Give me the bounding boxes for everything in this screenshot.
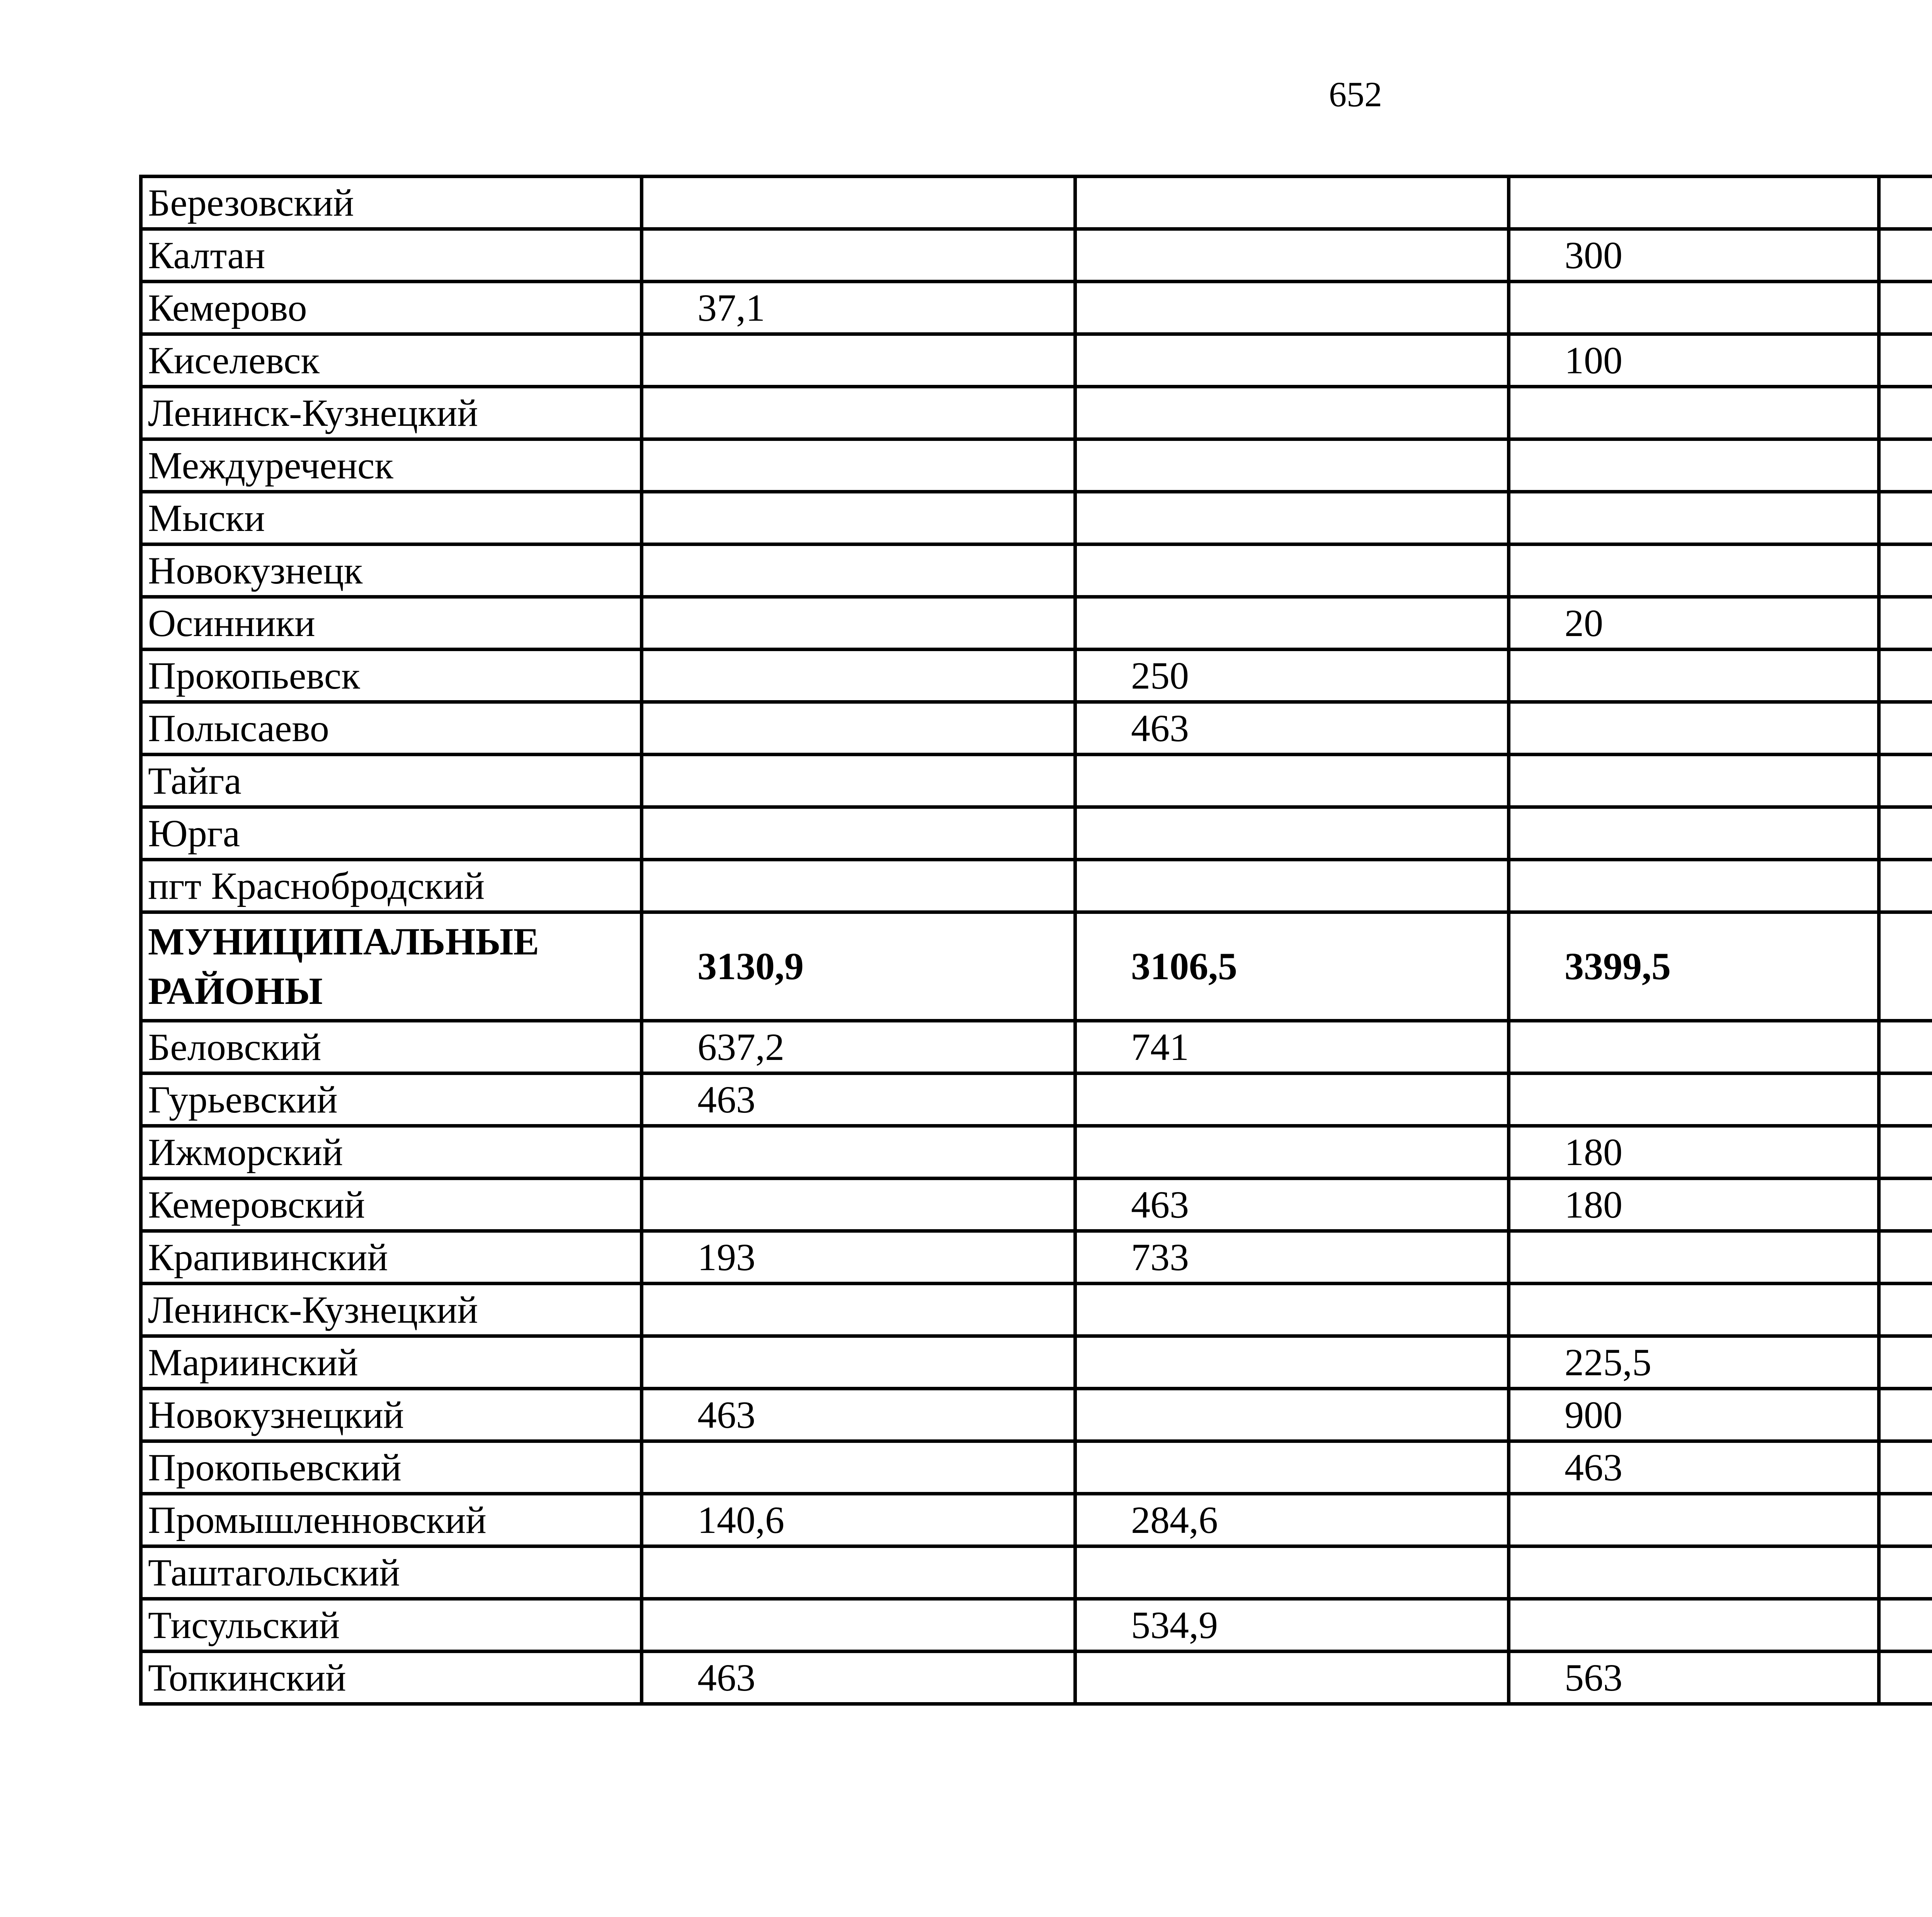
table-row — [141, 702, 1932, 755]
value-cell — [1879, 1494, 1932, 1546]
row-name-cell: Мариинский — [141, 1336, 642, 1389]
value-cell: 100 — [1509, 334, 1879, 387]
table-row — [141, 229, 1932, 282]
row-name-cell: Топкинский — [141, 1652, 642, 1704]
value-cell — [1879, 912, 1932, 1021]
table-row — [141, 1494, 1932, 1546]
value-cell — [642, 1599, 1075, 1652]
value-cell — [1509, 1599, 1879, 1652]
value-cell — [1879, 492, 1932, 544]
value-cell — [1509, 1021, 1879, 1073]
value-cell — [1075, 1336, 1509, 1389]
value-cell — [1509, 1494, 1879, 1546]
value-cell: 900 — [1509, 1389, 1879, 1441]
value-cell — [1879, 387, 1932, 439]
table-row — [141, 1073, 1932, 1126]
value-cell — [1879, 334, 1932, 387]
row-name-cell: Гурьевский — [141, 1073, 642, 1126]
value-cell — [1509, 387, 1879, 439]
value-cell: 193 — [642, 1231, 1075, 1284]
value-cell — [1879, 1179, 1932, 1231]
value-cell: 637,2 — [642, 1021, 1075, 1073]
table-row — [141, 807, 1932, 860]
value-cell — [1075, 387, 1509, 439]
value-cell — [642, 334, 1075, 387]
row-name-cell: Новокузнецкий — [141, 1389, 642, 1441]
value-cell — [642, 650, 1075, 702]
value-cell: 284,6 — [1075, 1494, 1509, 1546]
value-cell — [1509, 650, 1879, 702]
table-row — [141, 439, 1932, 492]
value-cell — [1879, 1073, 1932, 1126]
value-cell: 563 — [1509, 1652, 1879, 1704]
table-row — [141, 1231, 1932, 1284]
value-cell — [1509, 1231, 1879, 1284]
value-cell: 300 — [1509, 229, 1879, 282]
value-cell — [1075, 1546, 1509, 1599]
value-cell — [1075, 1389, 1509, 1441]
value-cell: 3106,5 — [1075, 912, 1509, 1021]
value-cell — [1075, 860, 1509, 912]
value-cell: 463 — [642, 1073, 1075, 1126]
table-row — [141, 334, 1932, 387]
value-cell — [1075, 807, 1509, 860]
value-cell — [1879, 1652, 1932, 1704]
row-name-cell: Осинники — [141, 597, 642, 650]
value-cell — [1879, 702, 1932, 755]
value-cell — [642, 860, 1075, 912]
value-cell — [1879, 807, 1932, 860]
row-name-cell: Калтан — [141, 229, 642, 282]
value-cell — [642, 387, 1075, 439]
table-row — [141, 1389, 1932, 1441]
row-name-cell: Беловский — [141, 1021, 642, 1073]
value-cell — [1509, 282, 1879, 334]
value-cell — [1075, 1652, 1509, 1704]
value-cell — [1879, 1021, 1932, 1073]
value-cell: 463 — [1509, 1441, 1879, 1494]
table-row — [141, 1599, 1932, 1652]
value-cell — [1075, 1073, 1509, 1126]
value-cell — [642, 1336, 1075, 1389]
table-row — [141, 544, 1932, 597]
value-cell: 180 — [1509, 1179, 1879, 1231]
value-cell — [1879, 1546, 1932, 1599]
value-cell — [1879, 1231, 1932, 1284]
value-cell — [1879, 597, 1932, 650]
value-cell — [1075, 177, 1509, 229]
value-cell — [1509, 544, 1879, 597]
value-cell — [1879, 1336, 1932, 1389]
value-cell — [1075, 544, 1509, 597]
table-row — [141, 1021, 1932, 1073]
value-cell: 534,9 — [1075, 1599, 1509, 1652]
table-row — [141, 1546, 1932, 1599]
value-cell: 3399,5 — [1509, 912, 1879, 1021]
value-cell — [1879, 439, 1932, 492]
row-name-cell: пгт Краснобродский — [141, 860, 642, 912]
value-cell — [1879, 755, 1932, 807]
value-cell — [1879, 650, 1932, 702]
value-cell: 250 — [1075, 650, 1509, 702]
value-cell: 733 — [1075, 1231, 1509, 1284]
value-cell — [642, 702, 1075, 755]
row-name-cell: Таштагольский — [141, 1546, 642, 1599]
table-row — [141, 1126, 1932, 1179]
value-cell — [1509, 439, 1879, 492]
row-name-cell: Ижморский — [141, 1126, 642, 1179]
value-cell — [1075, 282, 1509, 334]
table-row — [141, 387, 1932, 439]
value-cell — [642, 544, 1075, 597]
value-cell — [1509, 702, 1879, 755]
value-cell: 463 — [1075, 702, 1509, 755]
data-table — [139, 175, 1932, 1706]
table-row — [141, 492, 1932, 544]
row-name-cell: Ленинск-Кузнецкий — [141, 387, 642, 439]
value-cell — [1879, 1126, 1932, 1179]
value-cell — [642, 177, 1075, 229]
row-name-cell: Прокопьевский — [141, 1441, 642, 1494]
value-cell — [1879, 544, 1932, 597]
value-cell — [1509, 860, 1879, 912]
table-row — [141, 597, 1932, 650]
row-name-cell: Юрга — [141, 807, 642, 860]
value-cell — [1509, 755, 1879, 807]
value-cell: 225,5 — [1509, 1336, 1879, 1389]
value-cell — [1879, 1284, 1932, 1336]
value-cell — [642, 1284, 1075, 1336]
value-cell — [1075, 229, 1509, 282]
value-cell — [642, 755, 1075, 807]
row-name-cell: Крапивинский — [141, 1231, 642, 1284]
value-cell — [1879, 1389, 1932, 1441]
value-cell — [1509, 492, 1879, 544]
row-name-cell: Промышленновский — [141, 1494, 642, 1546]
row-name-cell: Полысаево — [141, 702, 642, 755]
value-cell — [1509, 1073, 1879, 1126]
row-name-cell: Мыски — [141, 492, 642, 544]
row-name-cell: МУНИЦИПАЛЬНЫЕ РАЙОНЫ — [141, 912, 642, 1021]
table-row — [141, 650, 1932, 702]
page-number: 652 — [1329, 75, 1382, 114]
value-cell: 180 — [1509, 1126, 1879, 1179]
value-cell — [642, 807, 1075, 860]
value-cell — [1879, 177, 1932, 229]
row-name-cell: Киселевск — [141, 334, 642, 387]
value-cell: 20 — [1509, 597, 1879, 650]
value-cell — [1879, 1441, 1932, 1494]
table-body — [141, 177, 1932, 1704]
value-cell — [642, 597, 1075, 650]
table-row — [141, 1284, 1932, 1336]
group-header-row — [141, 912, 1932, 1021]
value-cell — [1075, 334, 1509, 387]
table-row — [141, 1179, 1932, 1231]
value-cell — [1879, 1599, 1932, 1652]
value-cell — [1509, 807, 1879, 860]
value-cell — [1075, 597, 1509, 650]
table-row — [141, 282, 1932, 334]
value-cell — [642, 1546, 1075, 1599]
table-row — [141, 755, 1932, 807]
table-row — [141, 1441, 1932, 1494]
value-cell — [1509, 1546, 1879, 1599]
value-cell — [642, 1179, 1075, 1231]
row-name-cell: Новокузнецк — [141, 544, 642, 597]
row-name-cell: Тайга — [141, 755, 642, 807]
value-cell — [1075, 439, 1509, 492]
value-cell: 463 — [1075, 1179, 1509, 1231]
table-row — [141, 177, 1932, 229]
row-name-cell: Кемеровский — [141, 1179, 642, 1231]
value-cell: 3130,9 — [642, 912, 1075, 1021]
table-row — [141, 1336, 1932, 1389]
row-name-cell: Тисульский — [141, 1599, 642, 1652]
value-cell — [1075, 1284, 1509, 1336]
value-cell: 37,1 — [642, 282, 1075, 334]
value-cell — [1075, 1126, 1509, 1179]
value-cell — [642, 1441, 1075, 1494]
value-cell — [642, 1126, 1075, 1179]
value-cell — [642, 439, 1075, 492]
row-name-cell: Прокопьевск — [141, 650, 642, 702]
row-name-cell: Междуреченск — [141, 439, 642, 492]
value-cell: 741 — [1075, 1021, 1509, 1073]
value-cell: 140,6 — [642, 1494, 1075, 1546]
value-cell — [1879, 860, 1932, 912]
value-cell — [1879, 282, 1932, 334]
value-cell — [1075, 755, 1509, 807]
value-cell — [1879, 229, 1932, 282]
value-cell — [1075, 1441, 1509, 1494]
table-row — [141, 860, 1932, 912]
value-cell — [642, 492, 1075, 544]
table-row — [141, 1652, 1932, 1704]
value-cell: 463 — [642, 1652, 1075, 1704]
value-cell — [1509, 1284, 1879, 1336]
value-cell: 463 — [642, 1389, 1075, 1441]
row-name-cell: Березовский — [141, 177, 642, 229]
value-cell — [642, 229, 1075, 282]
row-name-cell: Кемерово — [141, 282, 642, 334]
value-cell — [1075, 492, 1509, 544]
value-cell — [1509, 177, 1879, 229]
row-name-cell: Ленинск-Кузнецкий — [141, 1284, 642, 1336]
